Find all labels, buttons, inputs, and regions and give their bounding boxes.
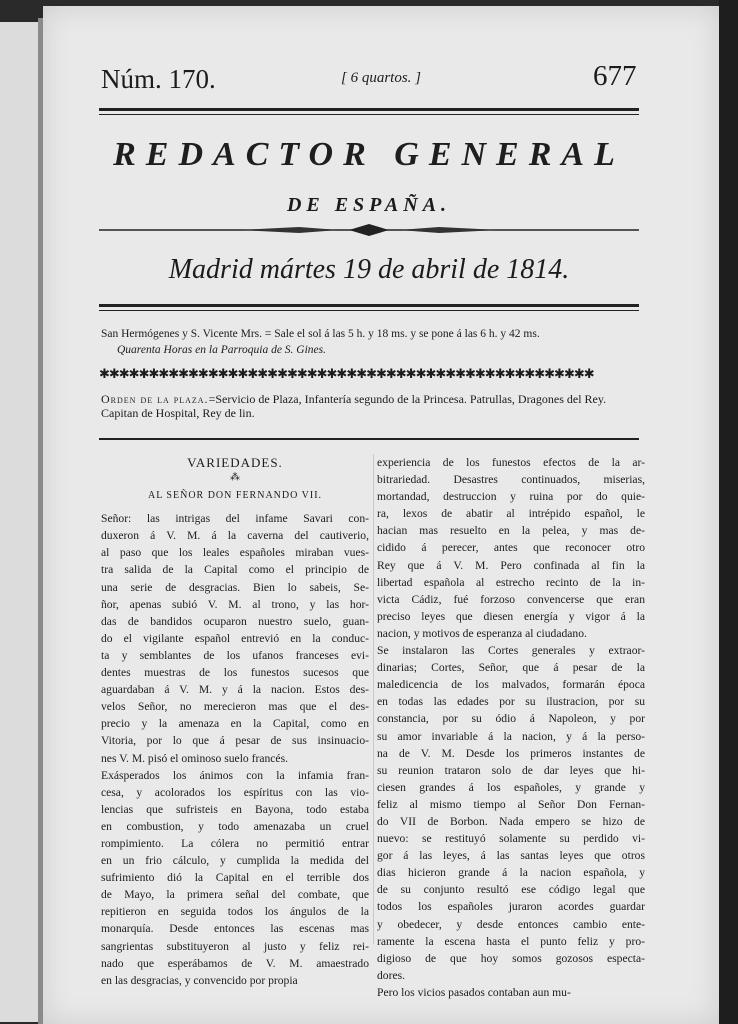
section-ornament: ⁂: [230, 472, 240, 484]
text-line: Rey que á V. M. Pero confinada al fin la: [377, 558, 645, 572]
masthead-title: REDACTOR GENERAL: [113, 136, 625, 173]
text-line: feliz al mismo tiempo al Señor Don Fernan-: [377, 797, 645, 811]
text-line: bitrariedad. Desastres continuados, miserias,: [377, 473, 645, 487]
text-line: al paso que los leales españoles miraban vues-: [101, 546, 369, 560]
text-line: preciso leyes que diesen energía y vigor á la: [377, 609, 645, 623]
right-column: [377, 454, 645, 1001]
text-line: dentes muestras de los funestos sucesos que: [101, 666, 369, 680]
text-line: cidido á perecer, antes que reconocer otro: [377, 541, 645, 555]
orden-text: =Servicio de Plaza, Infantería segundo de la Princesa. Patrullas, Dragones del Rey. Capitan de Hospital, Rey de lin.: [101, 392, 607, 420]
text-line: nes V. M. pisó el ominoso suelo francés.: [101, 751, 288, 765]
text-line: su amor invariable á la nacion, y á la perso-: [377, 729, 645, 743]
text-line: Vitoria, por lo que á pesar de sus insinuacio-: [101, 734, 369, 748]
text-line: do VII de Borbon. Nada empero se hizo de: [377, 814, 645, 828]
text-line: dias hicieron grande á la nacion española, y: [377, 866, 645, 880]
text-line: ta y semblantes de los ufanos franceses evi-: [101, 648, 369, 662]
column-divider: [373, 454, 374, 944]
text-line: de su conjunto resultó ese código legal que: [377, 883, 645, 897]
almanac-line: San Hermógenes y S. Vicente Mrs. = Sale el sol á las 5 h. y 18 ms. y se pone á las 6 h. y 42 ms.: [101, 328, 540, 340]
text-line: do el vigilante español entrevió en la conduc-: [101, 631, 369, 645]
page-number: 677: [593, 60, 637, 92]
text-line: Pero los vicios pasados contaban aun mu-: [377, 985, 571, 999]
star-ornament-row: ✱✱✱✱✱✱✱✱✱✱✱✱✱✱✱✱✱✱✱✱✱✱✱✱✱✱✱✱✱✱✱✱✱✱✱✱✱✱✱✱✱✱✱✱✱✱✱✱✱✱: [99, 367, 594, 381]
text-line: dores.: [377, 968, 406, 982]
text-line: nuevo: se restituyó solamente su perdido vi-: [377, 832, 645, 846]
orden-de-la-plaza: [101, 392, 641, 420]
text-line: y obedecer, y desde entonces cambio ente-: [377, 917, 645, 931]
section-rule: [99, 438, 639, 440]
text-line: mortandad, destruccion y ruina por do quie-: [377, 490, 645, 504]
text-line: ñor, apenas subió V. M. al trono, y las hor-: [101, 597, 369, 611]
text-line: constancia, por su ódio á Napoleon, y por: [377, 712, 645, 726]
text-line: de Mayo, la primera señal del combate, que: [101, 888, 369, 902]
section-title: VARIEDADES.: [187, 455, 283, 470]
text-line: en todas las edades por su ilustracion, por su: [377, 695, 645, 709]
text-line: nado que esperábamos de V. M. amaestrado: [101, 956, 369, 970]
text-line: duxeron á V. M. á la caverna del cautiverio,: [101, 529, 369, 543]
text-line: aguardaban á V. M. y á la nacion. Estos des-: [101, 683, 369, 697]
left-column: [101, 454, 369, 989]
text-line: todos los españoles juraron acordes guardar: [377, 900, 645, 914]
text-line: una serie de desgracias. Bien lo sabeis, Se-: [101, 580, 369, 594]
text-line: ra, lexos de abatir al intrépido español, le: [377, 507, 645, 521]
text-line: monarquía. Desde entonces las escenas mas: [101, 922, 369, 936]
text-line: lencias que sufristeis en Bayona, todo estaba: [101, 802, 369, 816]
text-line: na de V. M. Desde los primeros instantes de: [377, 746, 645, 760]
text-line: libertad española al estrecho recinto de la in-: [377, 575, 645, 589]
text-line: ciesen grandes á los españoles, y grande y: [377, 780, 645, 794]
text-line: cesa, y acolorados los espíritus con las vio-: [101, 785, 369, 799]
ornamental-rule: [99, 222, 639, 238]
text-line: Se instalaron las Cortes generales y extraor-: [377, 644, 645, 658]
text-line: en las desgracias, y convencido por propia: [101, 973, 298, 987]
left-page-edge: [0, 22, 40, 1022]
newspaper-page: [43, 6, 719, 1024]
date-double-rule: [99, 304, 639, 311]
issue-price: [ 6 quartos. ]: [341, 70, 422, 86]
text-line: experiencia de los funestos efectos de la ar-: [377, 456, 645, 469]
left-column-text: [101, 510, 369, 989]
text-line: sufrimiento dió la Capital en el terrible dos: [101, 871, 369, 885]
text-line: dinarias; Cortes, Señor, que á pesar de la: [377, 661, 645, 675]
text-line: en un frio cálculo, y cumplida la medida del: [101, 854, 369, 868]
top-double-rule: [99, 108, 639, 115]
text-line: victa Cádiz, fué forzoso convencerse que eran: [377, 592, 645, 606]
text-line: gor á las leyes, á las santas leyes que otros: [377, 849, 645, 863]
text-line: ramente la escena hasta el punto feliz y pro-: [377, 934, 645, 948]
devotion-line: Quarenta Horas en la Parroquia de S. Gines.: [117, 344, 327, 356]
text-line: rompimiento. La cólera no permitió entrar: [101, 836, 369, 850]
text-line: das de bandidos ocuparon nuestro suelo, guan-: [101, 614, 369, 628]
text-line: velos Señor, no merecieron mas que el des-: [101, 700, 369, 714]
text-line: Exásperados los ánimos con la infamia fran-: [101, 768, 369, 782]
scan-dark-edge: [719, 0, 738, 1024]
dateline: Madrid mártes 19 de abril de 1814.: [168, 254, 570, 285]
text-line: repitieron en seguida todos los ángulos de la: [101, 905, 369, 919]
text-line: sangrientas substituyeron al justo y feliz rei-: [101, 939, 369, 953]
issue-number: Núm. 170.: [101, 64, 216, 94]
text-line: hacian mas resuelto en la pelea, y mas de-: [377, 524, 645, 538]
text-line: maledicencia de los malvados, formarán época: [377, 678, 645, 692]
text-line: en combustion, y todo amenazaba un cruel: [101, 819, 369, 833]
text-line: precio y la amenaza en la Capital, como en: [101, 717, 369, 731]
article-heading: AL SEÑOR DON FERNANDO VII.: [147, 490, 323, 502]
orden-label: Orden de la plaza.: [101, 392, 209, 406]
text-line: su reunion trataron solo de dar leyes que hi-: [377, 763, 645, 777]
text-line: digioso de que hoy somos gozosos especta-: [377, 951, 645, 965]
text-line: tra salida de la Capital como el principio de: [101, 563, 369, 577]
text-line: Señor: las intrigas del infame Savari con-: [101, 512, 369, 526]
right-column-text: [377, 454, 645, 1001]
text-line: nacion, y motivos de esperanza al ciudadano.: [377, 626, 587, 640]
masthead-subtitle: DE ESPAÑA.: [286, 194, 452, 216]
